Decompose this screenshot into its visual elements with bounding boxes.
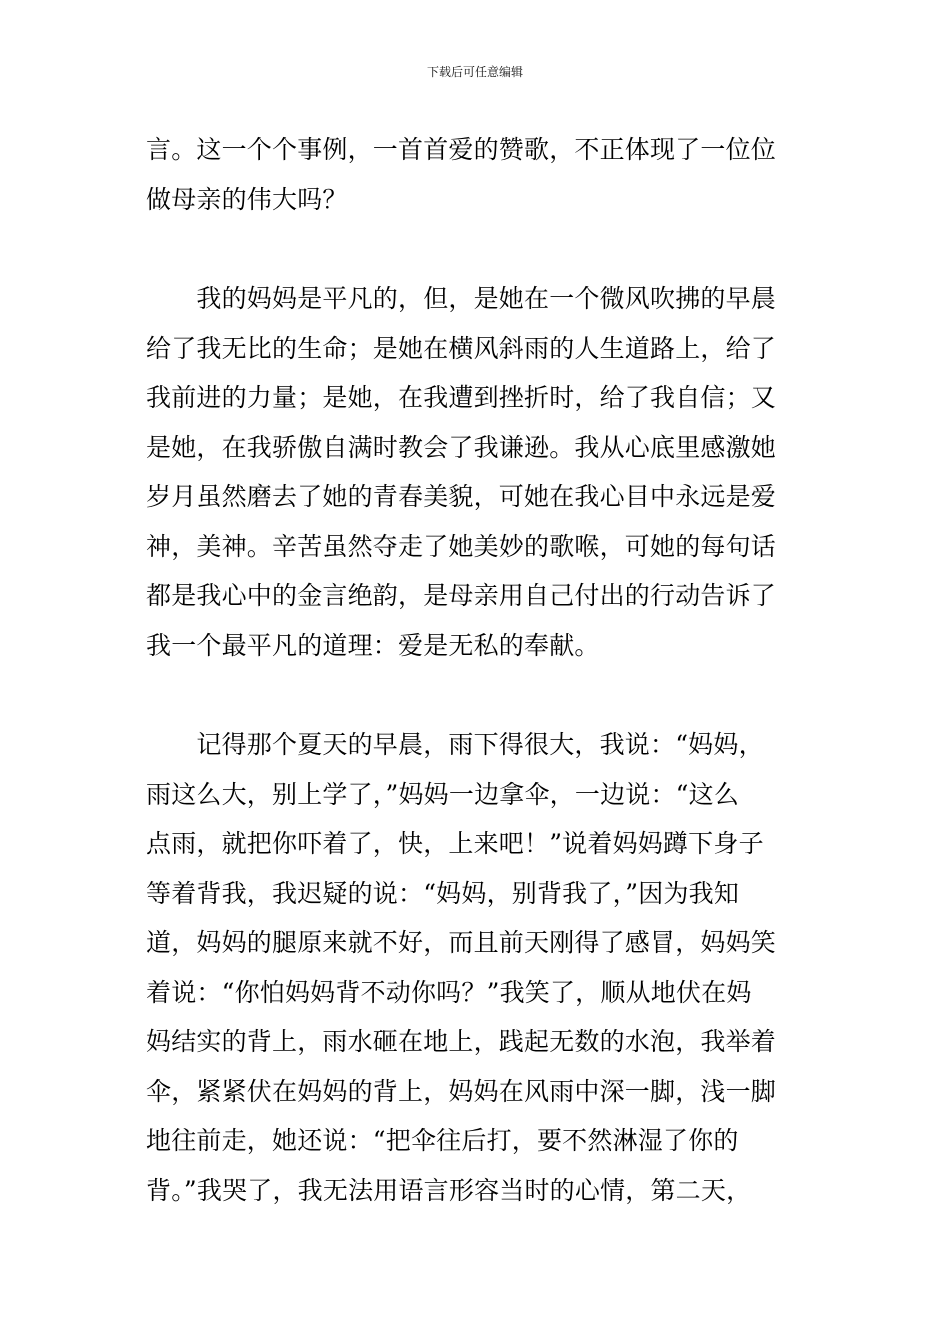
text-line: 道，妈妈的腿原来就不好，而且前天刚得了感冒，妈妈笑: [146, 928, 777, 957]
text-line: 我一个最平凡的道理：爱是无私的奉献。: [146, 630, 600, 660]
paragraph-2: [146, 274, 811, 670]
text-line: 伞，紧紧伏在妈妈的背上，妈妈在风雨中深一脚，浅一脚: [146, 1076, 777, 1106]
text-line: 妈结实的背上，雨水砸在地上，践起无数的水泡，我举着: [146, 1027, 777, 1056]
text-line: 岁月虽然磨去了她的青春美貌，可她在我心目中永远是爱: [146, 482, 777, 511]
text-line: 给了我无比的生命；是她在横风斜雨的人生道路上，给了: [146, 333, 777, 363]
page-header: 下载后可任意编辑: [426, 65, 523, 79]
text-line: 神，美神。辛苦虽然夺走了她美妙的歌喉，可她的每句话: [146, 531, 777, 561]
text-line: 我前进的力量；是她，在我遭到挫折时，给了我自信；又: [146, 383, 777, 412]
text-line: 是她，在我骄傲自满时教会了我谦逊。我从心底里感激她: [146, 432, 777, 462]
text-line: 做母亲的伟大吗？: [146, 184, 348, 214]
text-line: 我的妈妈是平凡的，但，是她在一个微风吹拂的早晨: [146, 284, 777, 313]
text-line: 等着背我，我迟疑的说：“妈妈，别背我了，”因为我知: [146, 878, 740, 908]
text-line: 点雨，就把你吓着了，快，上来吧！”说着妈妈蹲下身子: [146, 829, 764, 858]
text-line: 都是我心中的金言绝韵，是母亲用自己付出的行动告诉了: [146, 581, 777, 610]
text-line: 背。”我哭了，我无法用语言形容当时的心情，第二天，: [146, 1175, 752, 1205]
text-line: 着说：“你怕妈妈背不动你吗？”我笑了，顺从地伏在妈: [146, 977, 752, 1007]
text-line: 地往前走，她还说：“把伞往后打，要不然淋湿了你的: [146, 1126, 739, 1155]
text-line: 言。这一个个事例，一首首爱的赞歌，不正体现了一位位: [146, 135, 777, 164]
text-line: 雨这么大，别上学了，”妈妈一边拿伞，一边说：“这么: [146, 779, 740, 809]
text-line: 记得那个夏天的早晨，雨下得很大，我说：“妈妈，: [146, 730, 764, 759]
paragraph-1: [146, 125, 811, 224]
paragraph-3: [146, 720, 811, 1215]
